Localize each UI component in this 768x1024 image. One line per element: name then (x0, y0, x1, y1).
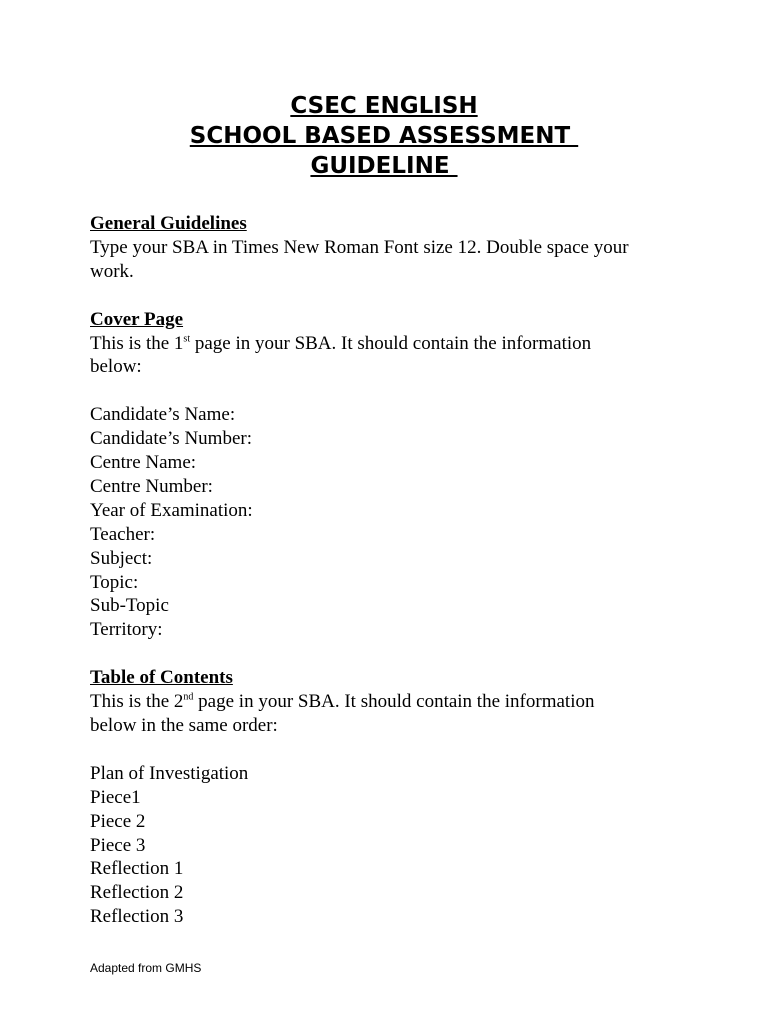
document-title (0, 91, 768, 181)
list-item: Piece1 (90, 786, 141, 808)
list-item: Piece 3 (90, 834, 146, 856)
list-item: Plan of Investigation (90, 762, 249, 784)
cover-intro-post: page in your SBA. It should contain the information (190, 332, 592, 354)
toc-intro-line-2: below in the same order: (90, 714, 278, 736)
list-item: Territory: (90, 619, 163, 641)
list-item: Centre Name: (90, 452, 197, 474)
general-guidelines-line-1: Type your SBA in Times New Roman Font size 12. Double space your (90, 236, 629, 258)
cover-intro-pre: This is the 1 (90, 332, 184, 354)
cover-intro-sup: st (183, 333, 191, 345)
toc-intro-sup: nd (183, 691, 194, 703)
list-item: Topic: (90, 571, 139, 593)
list-item: Sub-Topic (90, 595, 169, 617)
toc-intro-post: page in your SBA. It should contain the information (193, 691, 595, 713)
spacer (90, 284, 690, 308)
list-item: Centre Number: (90, 475, 213, 497)
table-of-contents-heading: Table of Contents (90, 667, 233, 689)
toc-intro (90, 690, 690, 714)
cover-page-intro (90, 332, 690, 356)
spacer (90, 738, 690, 762)
general-guidelines-line-2: work. (90, 260, 134, 282)
list-item: Year of Examination: (90, 499, 253, 521)
list-item: Reflection 2 (90, 882, 184, 904)
cover-field-list (90, 403, 690, 642)
list-item: Piece 2 (90, 810, 146, 832)
list-item: Reflection 3 (90, 906, 184, 928)
toc-item-list (90, 762, 690, 929)
page-footer: Adapted from GMHS (90, 961, 202, 975)
toc-intro-pre: This is the 2 (90, 691, 184, 713)
list-item: Reflection 1 (90, 858, 184, 880)
cover-page-heading: Cover Page (90, 308, 184, 330)
cover-page-intro-line-2: below: (90, 356, 142, 378)
title-line-2: SCHOOL BASED ASSESSMENT (189, 123, 579, 149)
general-guidelines-heading: General Guidelines (90, 213, 247, 234)
title-line-1: CSEC ENGLISH (290, 93, 478, 119)
document-body (90, 212, 690, 929)
spacer (90, 642, 690, 666)
title-line-3: GUIDELINE (310, 153, 458, 179)
spacer (90, 379, 690, 403)
list-item: Candidate’s Number: (90, 428, 252, 450)
list-item: Candidate’s Name: (90, 404, 236, 426)
list-item: Subject: (90, 547, 153, 569)
list-item: Teacher: (90, 523, 156, 545)
